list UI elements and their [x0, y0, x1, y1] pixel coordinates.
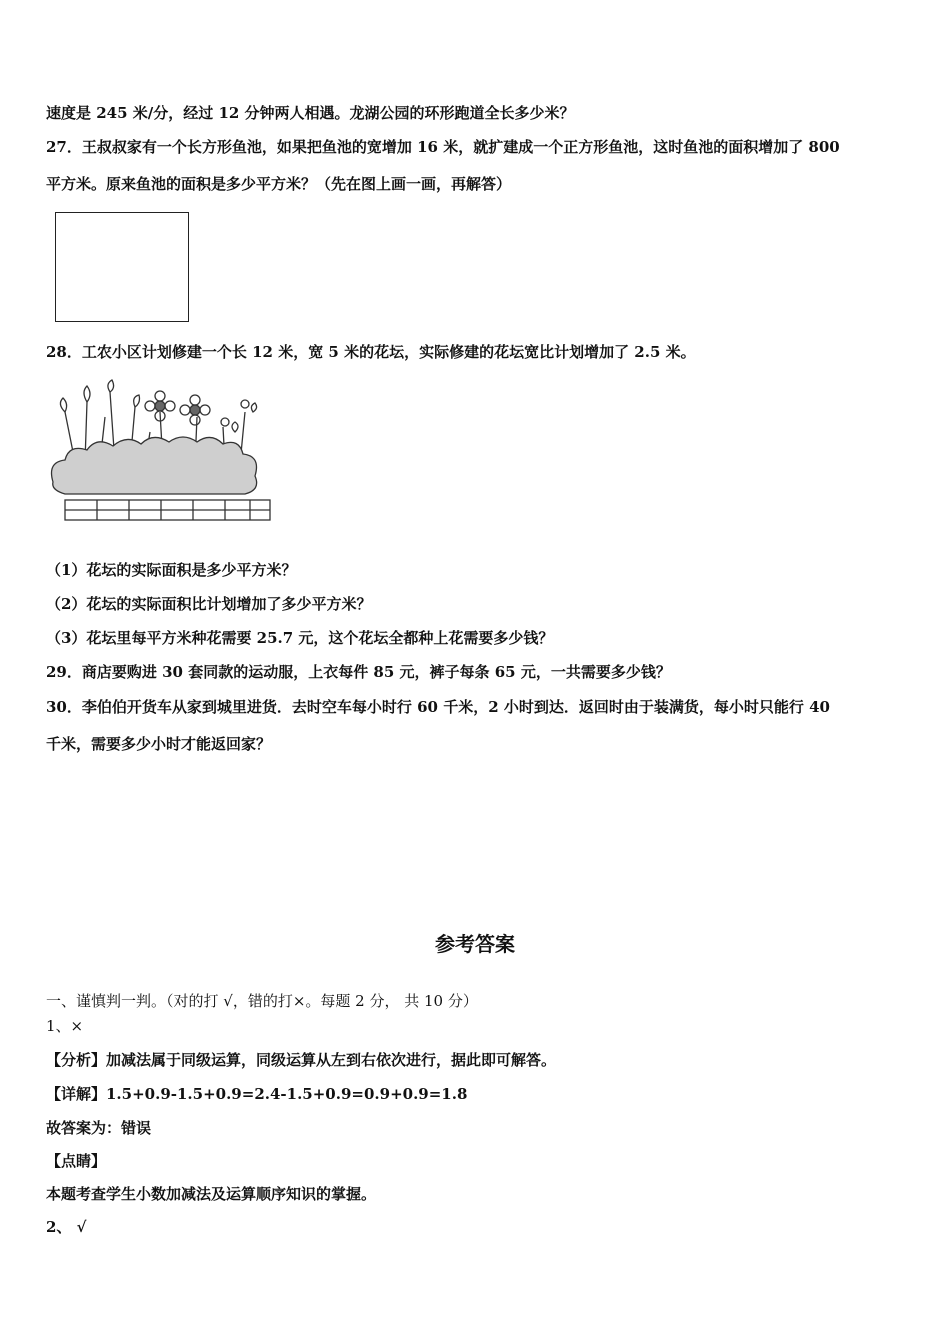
q28-sub1: （1）花坛的实际面积是多少平方米？: [46, 561, 297, 579]
answer-analysis: 【分析】加减法属于同级运算，同级运算从左到右依次进行，据此即可解答。: [46, 1051, 557, 1069]
answer-comment-label: 【点睛】: [46, 1152, 107, 1170]
answer-comment: 本题考查学生小数加减法及运算顺序知识的掌握。: [46, 1185, 377, 1203]
rectangle-drawing-box: [55, 212, 189, 322]
answer-detail: 【详解】1.5+0.9-1.5+0.9=2.4-1.5+0.9=0.9+0.9=1.8: [46, 1085, 468, 1103]
q30-line1: 30．李伯伯开货车从家到城里进货．去时空车每小时行 60 千米，2 小时到达．返回时由于装满货，每小时只能行 40: [46, 698, 830, 716]
q27-line1: 27．王叔叔家有一个长方形鱼池，如果把鱼池的宽增加 16 米，就扩建成一个正方形鱼池，这时鱼池的面积增加了 800: [46, 138, 840, 156]
q28-sub3: （3）花坛里每平方米种花需要 25.7 元，这个花坛全都种上花需要多少钱？: [46, 629, 554, 647]
q27-line2: 平方米。原来鱼池的面积是多少平方米？（先在图上画一画，再解答）: [46, 175, 512, 193]
q30-line2: 千米，需要多少小时才能返回家？: [46, 735, 272, 753]
q26-continuation: 速度是 245 米/分，经过 12 分钟两人相遇。龙湖公园的环形跑道全长多少米？: [46, 104, 575, 122]
answer-item-1: 1、×: [46, 1017, 84, 1035]
q28-text: 28．工农小区计划修建一个长 12 米，宽 5 米的花坛，实际修建的花坛宽比计划增加了 2.5 米。: [46, 343, 696, 361]
q29-text: 29．商店要购进 30 套同款的运动服，上衣每件 85 元，裤子每条 65 元，一共需要多少钱？: [46, 663, 671, 681]
answers-section1-heading: 一、谨慎判一判。（对的打 √，错的打×。每题 2 分， 共 10 分）: [46, 992, 478, 1010]
answer-conclusion: 故答案为：错误: [46, 1119, 152, 1137]
answers-title: 参考答案: [435, 932, 515, 956]
q28-sub2: （2）花坛的实际面积比计划增加了多少平方米？: [46, 595, 372, 613]
answer-item-2: 2、 √: [46, 1218, 87, 1236]
flower-bed-illustration: [45, 372, 285, 527]
